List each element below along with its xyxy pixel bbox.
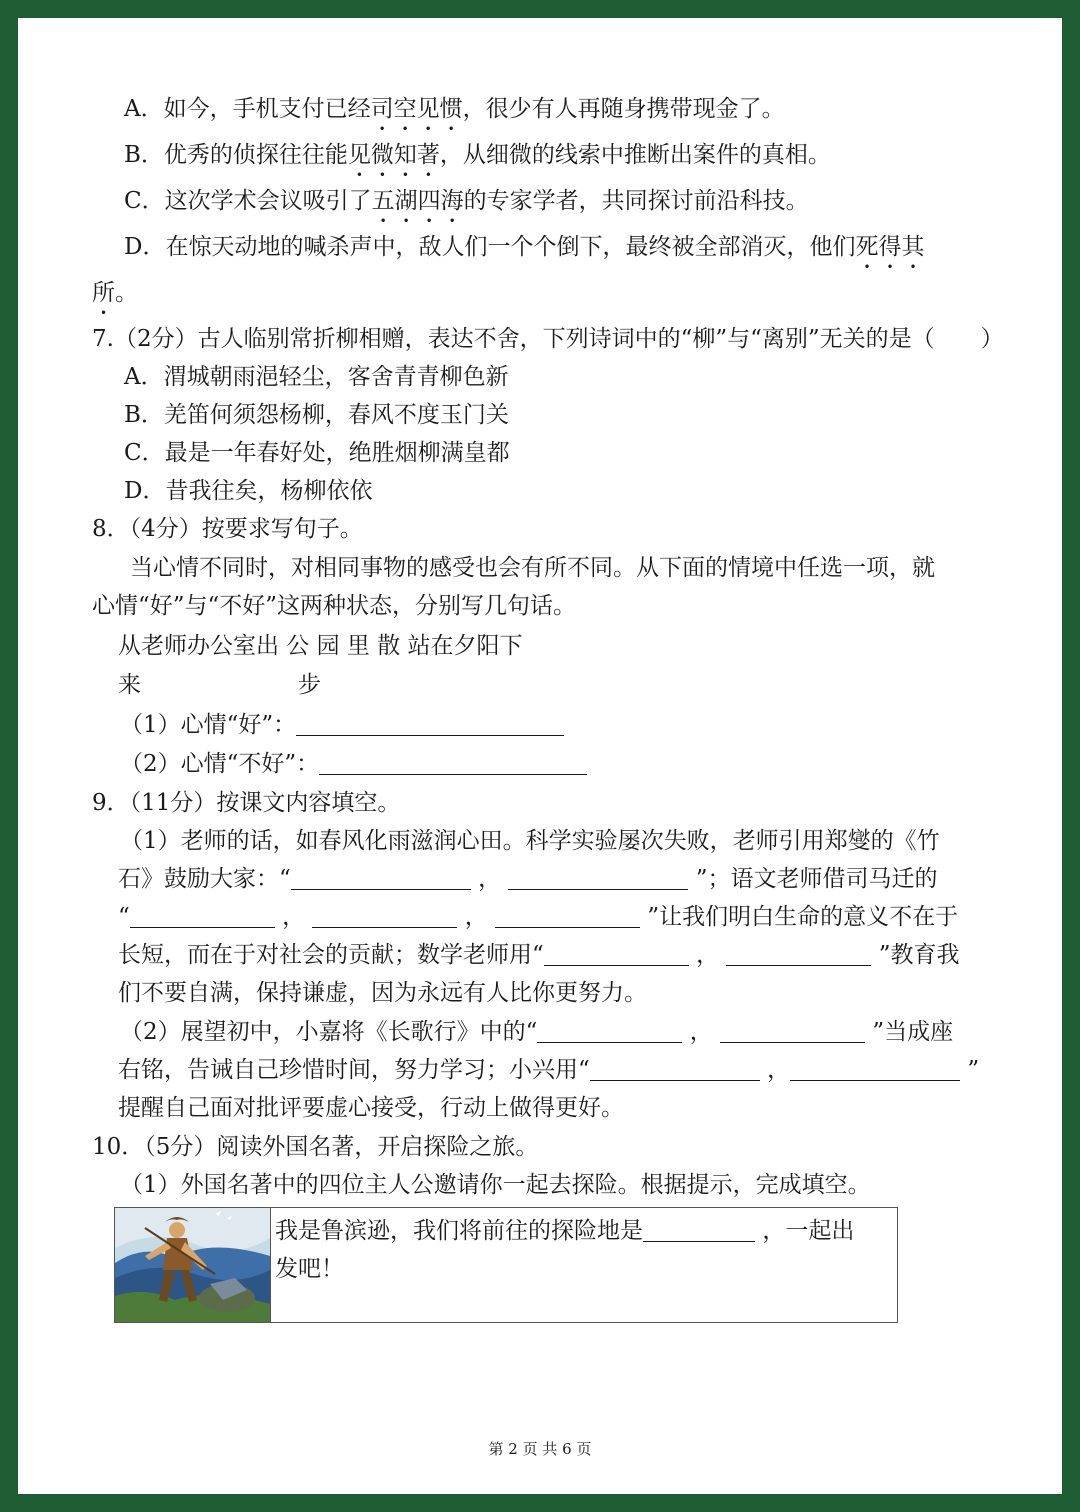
q7-stem: 7.（2分）古人临别常折柳相赠，表达不舍，下列诗词中的“柳”与“离别”无关的是（ ）: [92, 326, 1004, 352]
q6-option-a: A．如今，手机支付已经司空见惯，很少有人再随身携带现金了。: [124, 96, 785, 122]
q7-option-b: B．羌笛何须怨杨柳，春风不度玉门关: [124, 402, 509, 428]
q7-option-d: D．昔我往矣，杨柳依依: [124, 478, 373, 504]
q6-option-b-idiom: 见微知著: [347, 142, 440, 168]
q9-blank-9[interactable]: [720, 1020, 865, 1043]
q9-p1-line2: 石》鼓励大家：“ ， ”；语文老师借司马迁的: [118, 866, 938, 892]
q6-option-c-idiom: 五湖四海: [371, 188, 464, 214]
robinson-illustration: [115, 1208, 271, 1322]
q9-blank-6[interactable]: [544, 943, 689, 966]
q8-stem: 8．（4分）按要求写句子。: [92, 516, 363, 542]
robinson-box: [114, 1207, 898, 1323]
q9-blank-7[interactable]: [726, 943, 871, 966]
q9-p1-line1: （1）老师的话，如春风化雨滋润心田。科学实验屡次失败，老师引用郑燮的《竹: [120, 828, 940, 854]
exam-page: [18, 18, 1062, 1494]
q9-blank-3[interactable]: [130, 905, 275, 928]
q8-item2: （2）心情“不好”：: [120, 749, 587, 779]
q6-option-c: C．这次学术会议吸引了五湖四海的专家学者，共同探讨前沿科技。: [124, 188, 809, 214]
q9-p2-line2: 右铭，告诫自己珍惜时间，努力学习；小兴用“ ， ”: [118, 1057, 980, 1083]
q8-scenarios-row1: 从老师办公室出 公 园 里 散 站在夕阳下: [118, 633, 523, 659]
q8-paragraph-line2: 心情“好”与“不好”这两种状态，分别写几句话。: [92, 593, 577, 619]
q7-option-a: A．渭城朝雨浥轻尘，客舍青青柳色新: [124, 364, 509, 390]
q9-blank-1[interactable]: [291, 867, 471, 890]
q6-option-a-idiom: 司空见惯: [370, 96, 463, 122]
q9-blank-10[interactable]: [590, 1058, 760, 1081]
q9-blank-8[interactable]: [537, 1020, 682, 1043]
q9-p1-line4: 长短，而在于对社会的贡献；数学老师用“ ， ”教育我: [118, 942, 960, 968]
q6-option-d-idiom: 死得其: [855, 234, 925, 260]
q10-p1: （1）外国名著中的四位主人公邀请你一起去探险。根据提示，完成填空。: [120, 1172, 871, 1198]
q8-item1: （1）心情“好”：: [120, 710, 564, 740]
q9-blank-4[interactable]: [312, 905, 457, 928]
q9-blank-11[interactable]: [790, 1058, 960, 1081]
q9-p1-line5: 们不要自满，保持谦虚，因为永远有人比你更努力。: [118, 980, 647, 1006]
q10-stem: 10．（5分）阅读外国名著，开启探险之旅。: [92, 1134, 539, 1160]
q9-p2-line1: （2）展望初中，小嘉将《长歌行》中的“ ， ”当成座: [120, 1019, 954, 1045]
q8-item2-blank[interactable]: [319, 752, 587, 775]
q9-blank-5[interactable]: [495, 905, 640, 928]
page-footer: 第 2 页 共 6 页: [488, 1440, 592, 1458]
robinson-illustration-icon: [115, 1208, 270, 1322]
q8-scenario-row2-b: 步: [298, 672, 321, 698]
q6-option-d-cont: 所。: [92, 280, 138, 306]
q8-item1-blank[interactable]: [296, 713, 564, 736]
robinson-text: 我是鲁滨逊，我们将前往的探险地是 ，一起出 发吧！: [275, 1218, 855, 1282]
q6-option-b: B．优秀的侦探往往能见微知著，从细微的线索中推断出案件的真相。: [124, 142, 831, 168]
q7-option-c: C．最是一年春好处，绝胜烟柳满皇都: [124, 440, 510, 466]
q8-paragraph-line1: 当心情不同时，对相同事物的感受也会有所不同。从下面的情境中任选一项，就: [130, 555, 935, 581]
q9-stem: 9．（11分）按课文内容填空。: [92, 790, 401, 816]
q8-scenario-row2-a: 来: [118, 672, 141, 698]
q10-blank-1[interactable]: [643, 1219, 755, 1242]
q9-blank-2[interactable]: [508, 867, 688, 890]
q9-p2-line3: 提醒自己面对批评要虚心接受，行动上做得更好。: [118, 1095, 624, 1121]
q6-option-d: D．在惊天动地的喊杀声中，敌人们一个个倒下，最终被全部消灭，他们死得其: [124, 234, 925, 260]
q9-p1-line3: “ ， ， ”让我们明白生命的意义不在于: [118, 904, 959, 930]
